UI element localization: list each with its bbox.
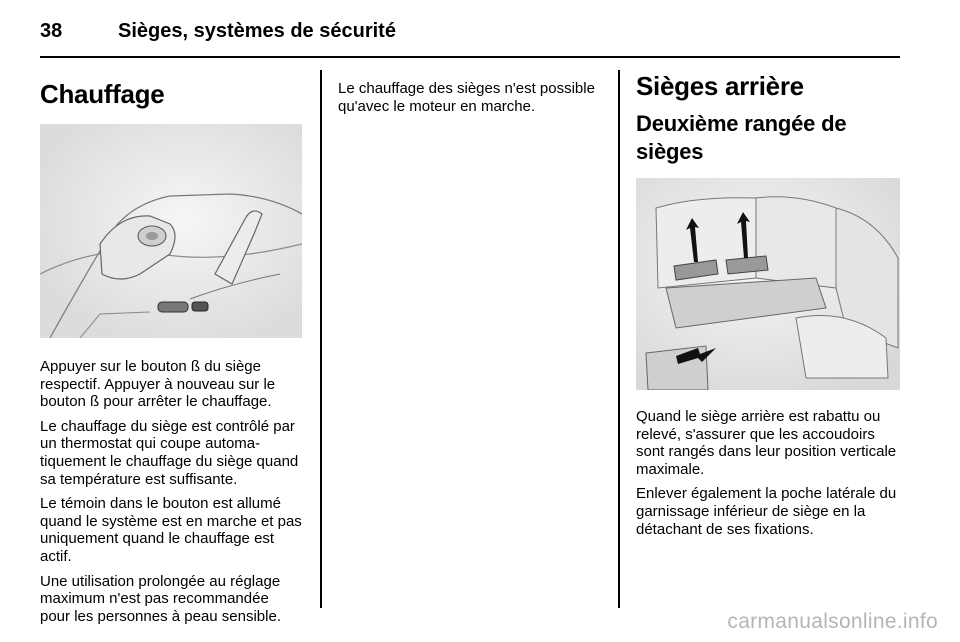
- paragraph: Enlever également la poche latérale du garnissage inférieur de siège en la détachant de ses fixations.: [636, 485, 897, 538]
- heading-rear-seats: Sièges arrière: [636, 71, 804, 101]
- paragraph: Le chauffage des sièges n'est possible qu'avec le moteur en marche.: [338, 80, 595, 115]
- seat-heating-button-illustration: [40, 124, 302, 338]
- page-number: 38: [40, 20, 63, 42]
- column-rear-seats: [636, 70, 900, 545]
- column-heating-cont: [338, 70, 598, 122]
- column-divider-1: [320, 70, 322, 608]
- column-heating: [40, 70, 302, 632]
- rear-seats-illustration: [636, 178, 900, 390]
- header-rule: [40, 56, 900, 58]
- column-divider-2: [618, 70, 620, 608]
- paragraph: Une utilisation prolongée au réglage maximum n'est pas recommandée pour les personnes à peau sensible.: [40, 572, 281, 625]
- heading-heating: Chauffage: [40, 79, 165, 109]
- watermark: carmanualsonline.info: [727, 610, 938, 633]
- subheading-second-row: Deuxième rangée de sièges: [636, 111, 847, 164]
- paragraph: Appuyer sur le bouton ß du siège respectif. Appuyer à nouveau sur le bouton ß pour arrêter le chauffage.: [40, 358, 276, 411]
- paragraph: Quand le siège arrière est rabattu ou relevé, s'assurer que les accoudoirs sont rangés dans leur position verticale maximale.: [636, 408, 897, 478]
- paragraph: Le chauffage du siège est contrôlé par un thermostat qui coupe automatiquement le chauffage du siège quand sa température est suffisante.: [40, 417, 299, 488]
- section-title: Sièges, systèmes de sécurité: [118, 20, 396, 42]
- paragraph: Le témoin dans le bouton est allumé quand le système est en marche et pas uniquement quand le chauffage est actif.: [40, 495, 302, 565]
- page-header: [40, 12, 900, 52]
